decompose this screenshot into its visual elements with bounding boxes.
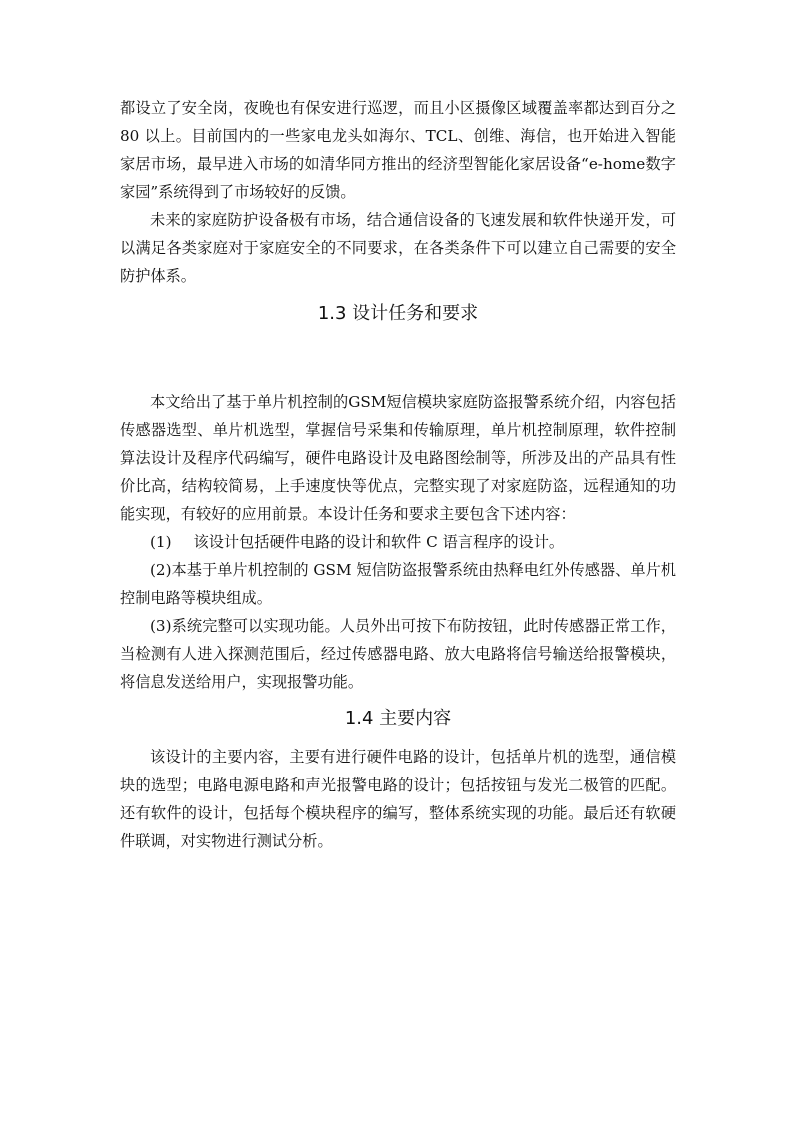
paragraph-security-status: 都设立了安全岗，夜晚也有保安进行巡逻，而且小区摄像区域覆盖率都达到百分之 80 以上。目前国内的一些家电龙头如海尔、TCL、创维、海信，也开始进入智能家居市场，最早进入市场的如清华同方推出的经济型智能化家居设备“e-home数字家园”系统得到了市场较好的反馈。 [120,99,676,201]
list-item-1-text: 该设计包括硬件电路的设计和软件 C 语言程序的设计。 [193,533,565,551]
list-item-1-number: (1) [150,533,172,551]
section-heading-1-3: 1.3 设计任务和要求 [317,303,479,324]
paragraph-design-intro: 本文给出了基于单片机控制的GSM短信模块家庭防盗报警系统介绍，内容包括传感器选型、单片机选型，掌握信号采集和传输原理，单片机控制原理，软件控制算法设计及程序代码编写，硬件电路设计及电路图绘制等，所涉及出的产品具有性价比高，结构较简易，上手速度快等优点，完整实现了对家庭防盗，远程通知的功能实现，有较好的应用前景。本设计任务和要求主要包含下述内容： [120,393,676,523]
spacer [120,329,676,388]
list-item-1 [120,528,676,556]
section-heading-1-4: 1.4 主要内容 [344,708,452,729]
list-item-2: (2)本基于单片机控制的 GSM 短信防盗报警系统由热释电红外传感器、单片机控制电路等模块组成。 [120,561,676,607]
document-page [120,94,676,855]
list-item-3: (3)系统完整可以实现功能。人员外出可按下布防按钮，此时传感器正常工作，当检测有人进入探测范围后，经过传感器电路、放大电路将信号输送给报警模块，将信息发送给用户，实现报警功能。 [120,617,676,691]
paragraph-future-market: 未来的家庭防护设备极有市场，结合通信设备的飞速发展和软件快递开发，可以满足各类家庭对于家庭安全的不同要求，在各类条件下可以建立自己需要的安全防护体系。 [120,211,676,285]
paragraph-main-content: 该设计的主要内容，主要有进行硬件电路的设计，包括单片机的选型，通信模块的选型；电路电源电路和声光报警电路的设计；包括按钮与发光二极管的匹配。还有软件的设计，包括每个模块程序的编写，整体系统实现的功能。最后还有软硬件联调，对实物进行测试分析。 [120,748,676,850]
